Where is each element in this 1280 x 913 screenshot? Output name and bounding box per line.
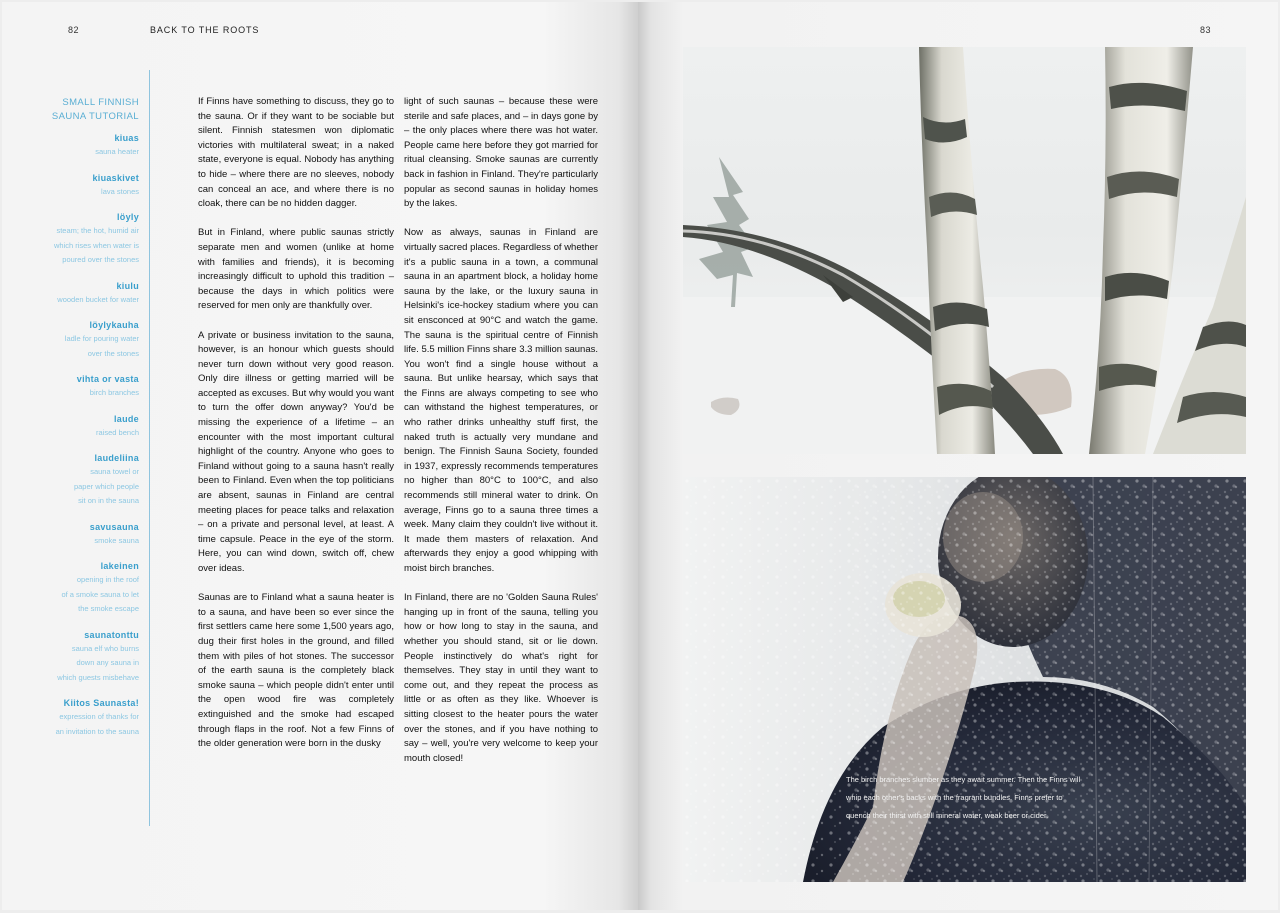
article-paragraph: A private or business invitation to the sauna, however, is an honour which guests should never turn down without very good reason. Only dire illness or getting married will be accepted as excuses. But why would you want to turn the offer down anyway? You'd be missing the experience of a lifetime – an encounter with the most important cultural highlight of the country. Anyone who goes to Finland without going to a sauna hasn't really been to Finland. Even when the top politicians are absent, saunas in Finland are central meeting places for peace talks and relaxation – on a private and personal level, at least. A time capsule. Peace in the eye of the storm. Here, you can wind down, switch off, chew over ideas.: [198, 329, 394, 574]
article-paragraph: Now as always, saunas in Finland are virtually sacred places. Regardless of whether it's a public sauna in a town, a communal sauna in an apartment block, a holiday home sauna by the lake, or the luxury sauna in Helsinki's ice-hockey stadium where you can sit ensconced at 90°C and watch the game. The sauna is the spiritual centre of Finnish life. 5.5 million Finns share 3.3 million saunas. You won't find a single house without a sauna. But unlike hearsay, which says that the Finns are always competing to see who can withstand the highest temperatures, or who rather drinks unhealthy stuff first, the naked truth is actually very mundane and benign. The Finnish Sauna Society, founded in 1937, expressly recommends temperatures no higher than 80°C to 100°C, and also recommends still mineral water to drink. On average, Finns go to a sauna three times a week. Many claim they couldn't live without it. It made them masters of relaxation. And afterwards they enjoy a good whipping with moist birch branches.: [404, 227, 598, 574]
glossary-term: kiuaskivet: [92, 172, 139, 183]
glossary-definition: steam; the hot, humid air which rises when water is poured over the stones: [53, 226, 139, 264]
glossary-definition: ladle for pouring water over the stones: [64, 334, 139, 358]
glossary-definition: raised bench: [96, 427, 139, 437]
birch-trees-photo: [683, 47, 1246, 454]
glossary-definition: smoke sauna: [94, 535, 139, 545]
article-column-1: [198, 95, 394, 766]
glossary-term: löyly: [116, 212, 139, 222]
page-number-right: 83: [1200, 25, 1212, 35]
glossary-entry: [32, 628, 139, 686]
glossary-definition: lava stones: [101, 186, 139, 196]
glossary-term: savusauna: [89, 521, 139, 532]
glossary-term: löylykauha: [89, 320, 139, 330]
glossary-term: saunatonttu: [84, 629, 139, 640]
photo-caption: The birch branches slumber as they await summer. Then the Finns will whip each other's backs with the fragrant bundles. Finns prefer to quench their thirst with still mineral water, weak beer or cider.: [846, 775, 1081, 820]
article-paragraph: Saunas are to Finland what a sauna heater is to a sauna, and have been so ever since the first settlers came here some 1,500 years ago, dug their first holes in the ground, and filled them with piles of hot stones. The successor of the earth sauna is the completely black smoke sauna – which people didn't enter until the open wood fire was completely extinguished and the smoke had escaped through flaps in the roof. Not a few Finns of the older generation were born in the dusky: [198, 592, 394, 750]
glossary-definition: birch branches: [89, 388, 139, 397]
glossary-entry: [32, 696, 139, 739]
glossary-definition: opening in the roof of a smoke sauna to let the smoke escape: [61, 575, 139, 613]
article-paragraph: In Finland, there are no 'Golden Sauna Rules' hanging up in front of the sauna, telling you how or how long to stay in the sauna, and whether you should stand, sit or lie down. People instinctively do what's right for themselves. They stay in until they want to come out, and they repeat the process as little or as often as they like. Whoever is sitting closest to the heater pours the water over the stones, and if you have nothing to say – well, you're very welcome to keep your mouth closed!: [404, 592, 598, 764]
glossary-definition: sauna elf who burns down any sauna in which guests misbehave: [57, 643, 139, 682]
page-number-left: 82: [68, 25, 80, 35]
glossary-title-line2: SAUNA TUTORIAL: [51, 111, 139, 122]
glossary-entry: [32, 171, 139, 200]
article-paragraph: If Finns have something to discuss, they go to the sauna. Or if they want to be sociable but silent. Finnish statesmen won diplomatic victories with multilateral sweat; in a naked state, everyone is equal. Nobody has anything to hide – where there are no sleeves, nobody can conceal an ace, and where there is no cloak, there can be no hidden dagger.: [198, 96, 394, 210]
glossary-entry: [32, 372, 139, 401]
glossary-definition: sauna towel or paper which people sit on in the sauna: [73, 467, 139, 505]
glossary-term: vihta or vasta: [76, 374, 139, 384]
glossary-term: Kiitos Saunasta!: [63, 698, 139, 708]
glossary-entry: [32, 559, 139, 617]
left-page: [2, 2, 638, 910]
sauna-glossary: [32, 70, 150, 826]
glossary-entry: [32, 318, 139, 361]
glossary-entry: [32, 131, 139, 160]
glossary-term: lakeinen: [100, 561, 139, 571]
glossary-term: laudeliina: [94, 453, 139, 463]
glossary-entry: [32, 520, 139, 549]
glossary-entry: [32, 451, 139, 509]
glossary-term: kiuas: [114, 133, 139, 143]
glossary-definition: wooden bucket for water: [57, 294, 139, 304]
running-head: BACK TO THE ROOTS: [150, 25, 260, 35]
glossary-title-line1: SMALL FINNISH: [62, 97, 139, 108]
glossary-definition: sauna heater: [95, 147, 139, 156]
glossary-definition: expression of thanks for an invitation to the sauna: [55, 712, 139, 736]
glossary-term: kiulu: [116, 280, 139, 291]
glossary-term: laude: [113, 413, 139, 424]
article-paragraph: light of such saunas – because these were sterile and safe places, and – in days gone by – the only places where there was hot water. People came here before they got married for ritual cleansing. Smoke saunas are currently back in fashion in Finland. They're particularly popular as second saunas in holiday homes by the lakes.: [404, 96, 598, 210]
glossary-entry: [32, 279, 139, 308]
article-paragraph: But in Finland, where public saunas strictly separate men and women (unlike at home with families and friends), it is becoming increasingly difficult to uphold this tradition – because the days in which politics were reserved for men only are thankfully over.: [198, 227, 394, 312]
glossary-entry: [32, 412, 139, 441]
glossary-entry: [32, 210, 139, 268]
glossary-title: [32, 96, 139, 124]
article-column-2: [404, 95, 598, 781]
